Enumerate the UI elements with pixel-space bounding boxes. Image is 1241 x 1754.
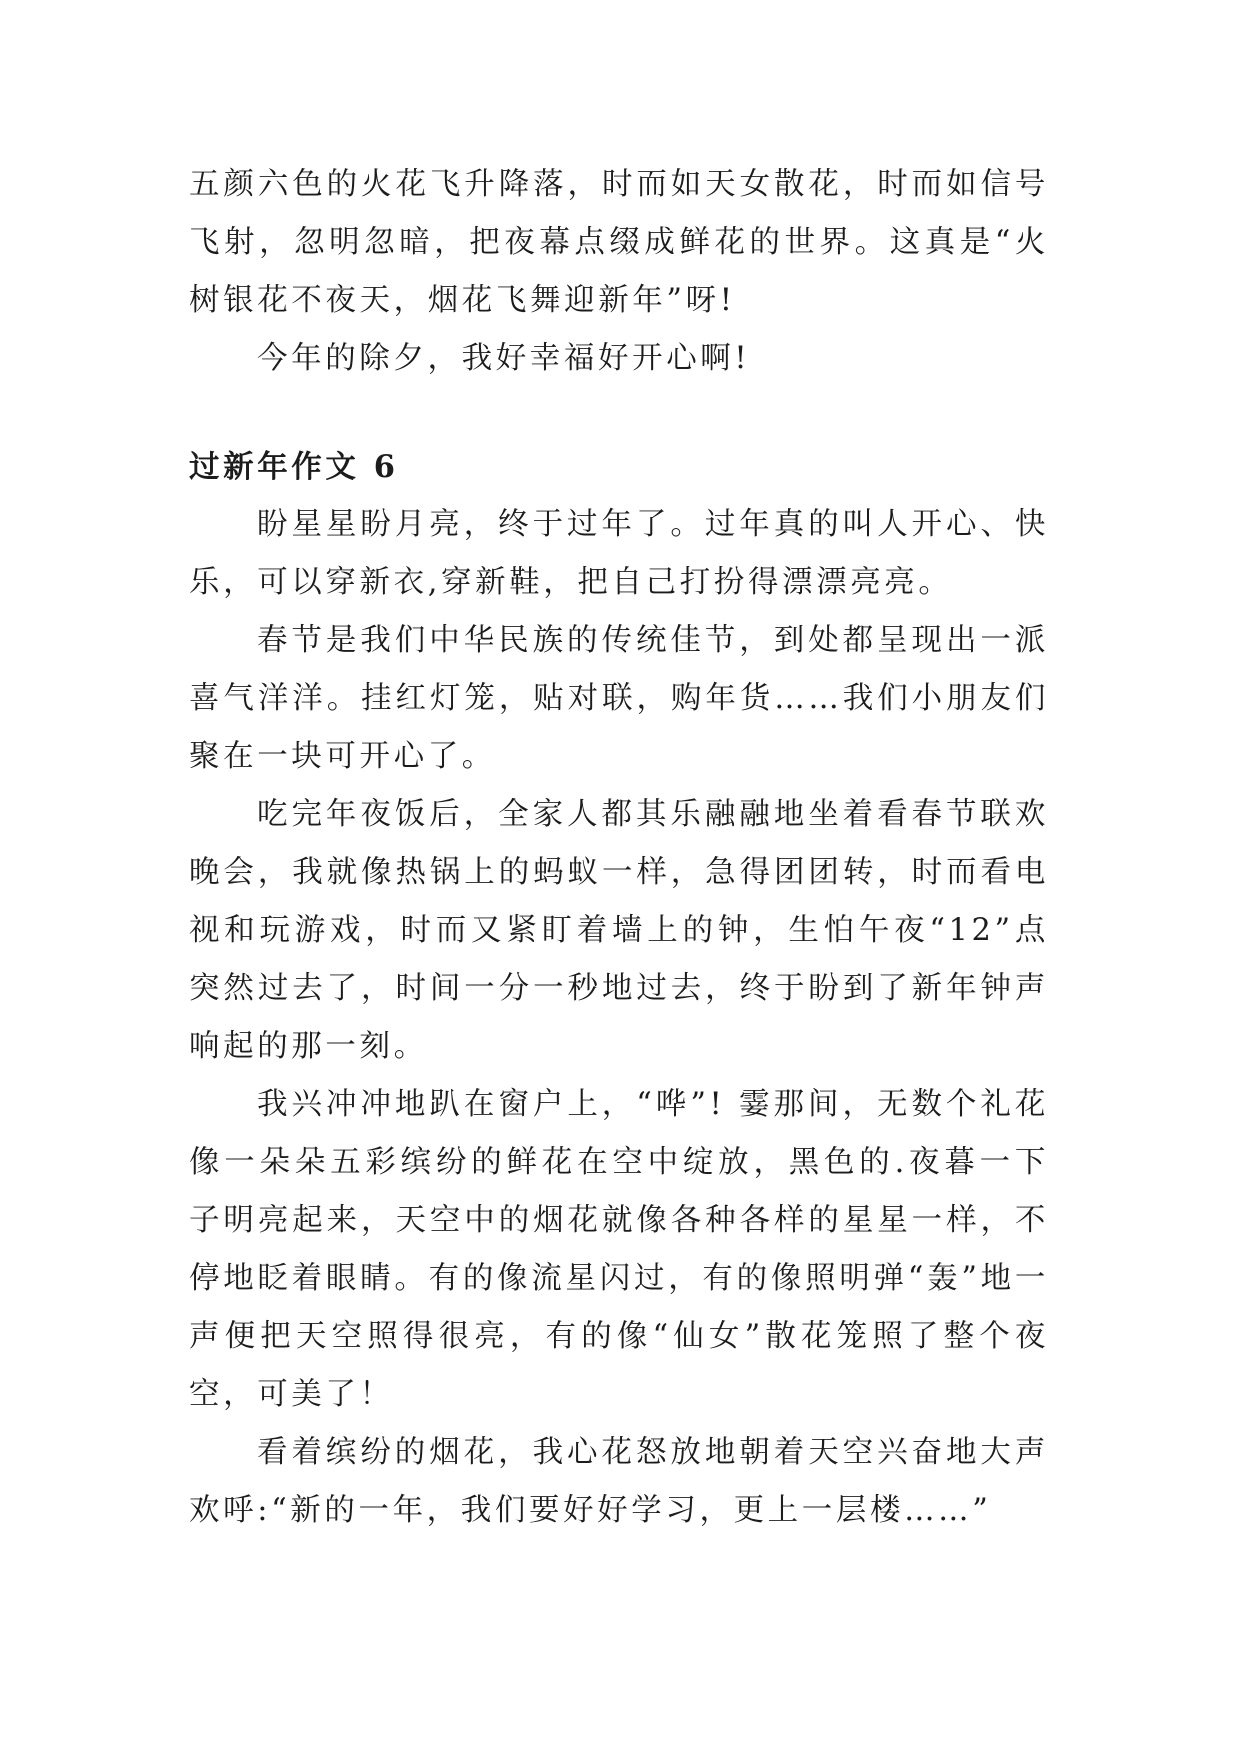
- paragraph: 今年的除夕，我好幸福好开心啊!: [257, 341, 751, 376]
- document-body: [189, 156, 1049, 1540]
- section-title: 过新年作文 6: [189, 449, 399, 485]
- paragraph: 我兴冲冲地趴在窗户上，“哗”! 霎那间，无数个礼花像一朵朵五彩缤纷的鲜花在空中绽放，黑色的.夜暮一下子明亮起来，天空中的烟花就像各种各样的星星一样，不停地眨着眼睛。有的像流星闪过，有的像照明弹“轰”地一声便把天空照得很亮，有的像“仙女”散花笼照了整个夜空，可美了！: [189, 1087, 1049, 1412]
- section-spacer: [189, 388, 1049, 438]
- paragraph: 春节是我们中华民族的传统佳节，到处都呈现出一派喜气洋洋。挂红灯笼，贴对联，购年货……我们小朋友们聚在一块可开心了。: [189, 623, 1049, 774]
- paragraph: 看着缤纷的烟花，我心花怒放地朝着天空兴奋地大声欢呼:“新的一年，我们要好好学习，更上一层楼……”: [189, 1435, 1049, 1528]
- paragraph: 盼星星盼月亮，终于过年了。过年真的叫人开心、快乐，可以穿新衣,穿新鞋，把自己打扮得漂漂亮亮。: [189, 507, 1049, 600]
- paragraph-continued: 五颜六色的火花飞升降落，时而如天女散花，时而如信号飞射，忽明忽暗，把夜幕点缀成鲜花的世界。这真是“火树银花不夜天，烟花飞舞迎新年”呀!: [189, 167, 1049, 318]
- paragraph: 吃完年夜饭后，全家人都其乐融融地坐着看春节联欢晚会，我就像热锅上的蚂蚁一样，急得团团转，时而看电视和玩游戏，时而又紧盯着墙上的钟，生怕午夜“12”点突然过去了，时间一分一秒地过去，终于盼到了新年钟声响起的那一刻。: [189, 797, 1049, 1064]
